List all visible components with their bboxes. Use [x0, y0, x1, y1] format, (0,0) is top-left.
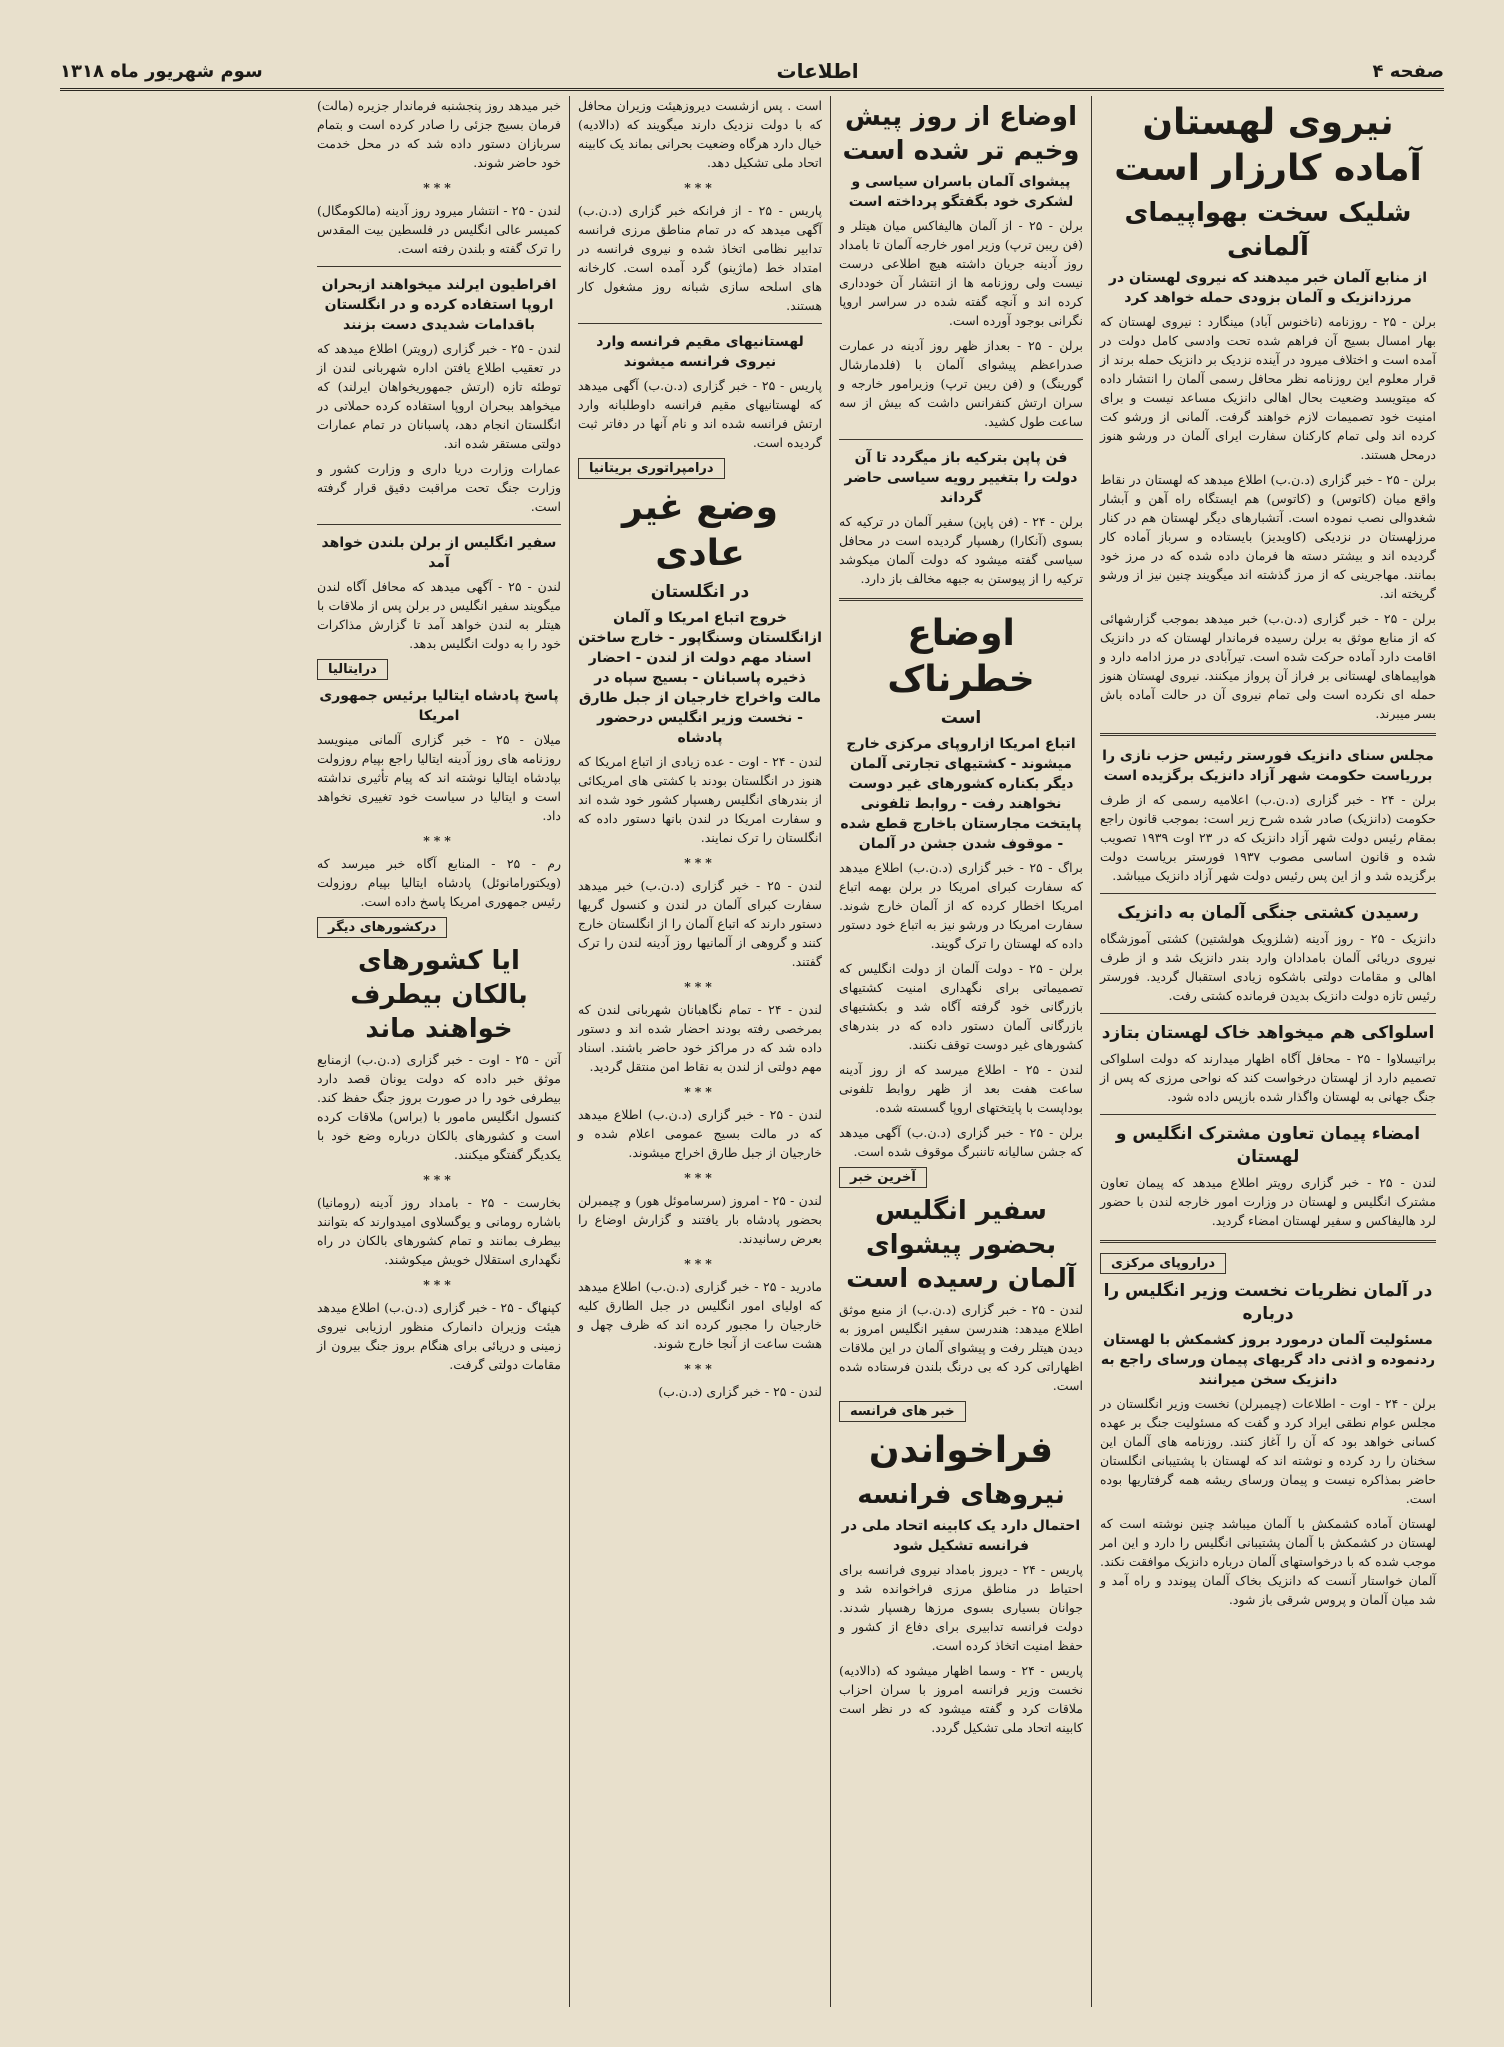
- headline-mobilize-2: نیروهای فرانسه: [857, 1480, 1065, 1510]
- separator-stars: ***: [423, 1277, 455, 1292]
- article-paragraph: برلن - ۲۴ - (فن پاپن) سفیر آلمان در ترکیه که بسوی (آنکارا) رهسپار گردیده است در محافل سیاسی گفته میشود که دولت آلمان میکوشد ترکیه را از پیوستن به جبهه مخالف باز دارد.: [839, 514, 1083, 586]
- divider: [1100, 1114, 1436, 1115]
- deck-abnormal: خروج اتباع امریکا و آلمان ازانگلستان وسنگاپور - خارج ساختن اسناد مهم دولت از لندن - احضار ذخیره پاسبانان - بسیج سپاه در مالت واخراج خارجیان از جبل طارق - نخست وزیر انگلیس درحضور پادشاه: [578, 610, 822, 746]
- deck-dangerous: اتباع امریکا ازاروپای مرکزی خارج میشوند - کشتیهای تجارتی آلمان دیگر بکناره کشورهای غیر دوست نخواهند رفت - روابط تلفونی پایتخت مجارستان باخارج قطع شده - موقوف شدن جشن در آلمان: [840, 736, 1082, 852]
- separator-stars: ***: [423, 833, 455, 848]
- article-paragraph: رم - ۲۵ - المنابع آگاه خبر میرسد که (ویکتورامانوئل) پادشاه ایتالیا بپیام روزولت رئیس جمهوری امریکا پاسخ داده است.: [317, 856, 562, 909]
- deck-germany-views: مسئولیت آلمان درمورد بروز کشمکش با لهستان ردنموده و اذنی داد گریهای پیمان ورسای راجع به دانزیک سخن میرانند: [1100, 1332, 1436, 1388]
- separator-stars: ***: [684, 180, 716, 195]
- article-paragraph: برلن - ۲۵ - روزنامه (ناخنوس آباد) مینگارد : نیروی لهستان که بهار امسال بسیج آن فراهم شده تحت وادسی کامل دولت در آمده است و اختلاف میرود در آینده نزدیک بر دانزیک حمله برند از قرار معلوم این روزنامه نظر محافل رسمی آلمان را انتشار داده که میتویسد وضعیت بحال اهالی دانزیک مساعد نیست و برای امنیت خود تصمیمات لازم خواهند گرفت. آلمانی از ورشو کت کرده اند ولی تمام کارکنان سفارت ایرای آلمان در ورشو هنوز درمحل هستند.: [1100, 314, 1436, 462]
- page-number: صفحه ۴: [1372, 60, 1444, 82]
- article-paragraph: آتن - ۲۵ - اوت - خبر گزاری (د.ن.ب) ازمنابع موثق خبر داده که دولت یونان قصد دارد بیطرفی خود را در صورت بروز جنگ حفظ کند. کنسول انگلیس مامور با (براس) ملاقات کرده است و کشورهای بالکان درباره وضع خود با یکدیگر گفتگو میکنند.: [317, 1052, 561, 1162]
- section-tag-italy: درایتالیا: [317, 659, 388, 680]
- issue-date: سوم شهریور ماه ۱۳۱۸: [60, 60, 263, 82]
- masthead: [60, 54, 1444, 91]
- article-paragraph: است . پس ازشست دیروزهیئت وزیران محافل که با دولت نزدیک دارند میگویند که (دالادیه) خیال دارد هرگاه وضعیت بحرانی بماند یک کابینه اتحاد ملی تشکیل دهد.: [578, 98, 822, 170]
- section-tag-latest: آخرین خبر: [839, 1167, 927, 1188]
- divider: [317, 266, 561, 267]
- divider: [1100, 1240, 1436, 1243]
- article-paragraph: پاریس - ۲۵ - از فرانکه خبر گزاری (د.ن.ب) آگهی میدهد که در تمام مناطق مرزی فرانسه تدابیر نظامی اتخاذ شده و نیروی فرانسه در امتداد خط (ماژینو) گرد آمده است. کارخانه های اسلحه سازی شبانه روز مشغول کار هستند.: [578, 203, 822, 313]
- headline-abnormal: وضع غیر عادی: [622, 487, 778, 574]
- headline-balkans: ایا کشورهای بالکان بیطرف خواهند ماند: [350, 946, 528, 1044]
- headline-von-papen: فن پاپن بترکیه باز میگردد تا آن دولت را بتغییر رویه سیاسی حاضر گرداند: [844, 450, 1078, 506]
- article-paragraph: برلن - ۲۵ - خبر گزاری (د.ن.ب) آگهی میدهد که جشن سالیانه تاننبرگ موقوف شده است.: [839, 1125, 1083, 1159]
- divider: [1100, 1013, 1436, 1014]
- article-paragraph: کپنهاگ - ۲۵ - خبر گزاری (د.ن.ب) اطلاع میدهد هیئت وزیران دانمارک منظور ارزیابی نیروی زمینی و دریائی برای هنگام بروز جنگ بیرون از مقامات دولتی گرفت.: [317, 1300, 561, 1372]
- article-paragraph: برلن - ۲۵ - دولت آلمان از دولت انگلیس که تصمیماتی برای نگهداری امنیت کشتیهای بازرگانی خود گرفته آگاه شد و بکشتیهای بازرگانی آلمان دستور داده که در بندرهای کشورهای غیر دوست توقف نکنند.: [839, 961, 1083, 1052]
- separator-stars: ***: [684, 1084, 716, 1099]
- article-paragraph: لندن - ۲۵ - خبر گزاری (د.ن.ب) از منبع موثق اطلاع میدهد: هندرسن سفیر انگلیس امروز به دیدن هیتلر رفت و پیشوای آلمان در این ملاقات اظهاراتی کرد که بی درنگ بلندن فرستاده شده است.: [839, 1302, 1084, 1393]
- separator-stars: ***: [423, 1172, 455, 1187]
- headline-poland-army: نیروی لهستان آماده کارزار است: [1114, 102, 1422, 189]
- divider: [1100, 893, 1436, 894]
- headline-warship-danzig: رسیدن کشتی جنگی آلمان به دانزیک: [1117, 903, 1419, 923]
- article-paragraph: لندن - ۲۴ - اوت - عده زیادی از اتباع امریکا که هنوز در انگلستان بودند با کشتی های امریکائی از بندرهای انگلیس رهسپار کشور خود شده اند و سفارت امریکا در لندن بانها دستور داده که انگلستان را ترک نمایند.: [578, 754, 822, 845]
- column-2: [830, 96, 1091, 2007]
- article-paragraph: براتیسلاوا - ۲۵ - محافل آگاه اظهار میدارند که دولت اسلواکی تصمیم دارد از لهستان درخواست کند که نواحی مرزی که پس از جنگ جهانی به لهستان واگذار شده بازپس داده شود.: [1100, 1051, 1437, 1104]
- headline-danzig-senate: مجلس سنای دانزیک فورستر رئیس حزب نازی را برریاست حکومت شهر آزاد دانزیک برگزیده است: [1102, 748, 1434, 784]
- article-paragraph: برلن - ۲۵ - از آلمان هالیفاکس میان هیتلر و (فن ریبن ترپ) وزیر امور خارجه آلمان تا بامداد روز آدینه جریان داشته هیچ اطلاعی درست نیست ولی روزنامه ها از انتشار آن خودداری کرده اند و آنچه گفته شده در سراسر اروپا نگرانی بوجود آورده است.: [839, 218, 1083, 328]
- headline-dangerous: اوضاع خطرناک: [887, 613, 1035, 700]
- separator-stars: ***: [684, 1256, 716, 1271]
- deck-poland-army: از منابع آلمان خبر میدهند که نیروی لهستان در مرزدانزیک و آلمان بزودی حمله خواهد کرد: [1108, 270, 1428, 306]
- section-tag-british-empire: درامپراتوری بریتانیا: [578, 458, 725, 479]
- article-paragraph: لندن - ۲۵ - خبر گزاری رویتر اطلاع میدهد که پیمان تعاون مشترک انگلیس و لهستان در وزارت امور خارجه لندن با حضور لرد هالیفاکس و سفیر لهستان امضاء گردید.: [1100, 1175, 1436, 1228]
- deck-mobilize: احتمال دارد یک کابینه اتحاد ملی در فرانسه تشکیل شود: [841, 1518, 1081, 1554]
- headline-pact: امضاء پیمان تعاون مشترک انگلیس و لهستان: [1115, 1124, 1421, 1167]
- article-paragraph: پاریس - ۲۴ - دیروز بامداد نیروی فرانسه برای احتیاط در مناطق مرزی فراخوانده شد و جوانان بسیاری بسوی مرزها رهسپار شدند. دولت فرانسه تدابیری برای دفاع از کشور و حفظ امنیت اتخاذ کرده است.: [839, 1562, 1083, 1653]
- article-paragraph: پاریس - ۲۵ - خبر گزاری (د.ن.ب) آگهی میدهد که لهستانیهای مقیم فرانسه داوطلبانه وارد ارتش فرانسه شده اند و نام آنها در دفاتر ثبت گردیده است.: [578, 378, 822, 450]
- deck-worsening: پیشوای آلمان باسران سیاسی و لشکری خود بگفتگو پرداخته است: [848, 174, 1074, 210]
- article-paragraph: میلان - ۲۵ - خبر گزاری آلمانی مینویسد روزنامه های روز آدینه ایتالیا راجع بپیام روزولت بپادشاه ایتالیا نوشته اند که پیام تأثیری نداشته است و ایتالیا در سیاست خود تغییری نخواهد داد.: [317, 732, 561, 823]
- article-paragraph: لندن - ۲۵ - خبر گزاری (د.ن.ب) اطلاع میدهد که در مالت بسیج عمومی اعلام شده و خارجیان از جبل طارق اخراج میشوند.: [578, 1107, 822, 1160]
- divider: [578, 323, 822, 324]
- article-paragraph: لندن - ۲۵ - خبر گزاری (رویتر) اطلاع میدهد که در تعقیب اطلاع یافتن اداره شهربانی لندن از توطئه تازه (ارتش جمهوریخواهان ایرلند) که میخواهد ببحران اروپا استفاده کرده حملاتی در انگلستان انجام دهد، پاسبانان در تمام عمارات دولتی مستقر شده اند.: [317, 341, 561, 451]
- separator-stars: ***: [684, 1170, 716, 1185]
- separator-stars: ***: [684, 855, 716, 870]
- section-tag-france: خبر های فرانسه: [839, 1401, 966, 1422]
- article-paragraph: بخارست - ۲۵ - بامداد روز آدینه (رومانیا) باشاره رومانی و یوگسلاوی امیدوارند که بتوانند بیطرف بمانند و تمام کشورهای بالکان در راه نگهداری استقلال خویش میکوشند.: [317, 1195, 561, 1267]
- headline-poles-france: لهستانیهای مقیم فرانسه وارد نیروی فرانسه میشوند: [596, 334, 804, 370]
- article-paragraph: لهستان آماده کشمکش با آلمان میباشد چنین نوشته است که لهستان در کشمکش با آلمان پشتیبانی انگلیس را دارد و این امر موجب شده که با درخواستهای آلمان درباره دانزیک موافقت نکند. آلمان خواستار آنست که دانزیک بخاک آلمان پیوندد و راه آمد و شد میان آلمان و پروس شرقی باز شود.: [1100, 1516, 1436, 1607]
- divider: [1100, 733, 1436, 736]
- divider: [839, 439, 1083, 440]
- divider: [317, 524, 561, 525]
- columns: [60, 96, 1444, 2007]
- article-paragraph: لندن - ۲۵ - انتشار میرود روز آدینه (مالکومگال) کمیسر عالی انگلیس در فلسطین بیت المقدس را ترک گفته و بلندن رفته است.: [317, 203, 561, 256]
- article-paragraph: براگ - ۲۵ - خبر گزاری (د.ن.ب) اطلاع میدهد که سفارت کبرای امریکا در برلن بهمه اتباع امریکا اخطار کرده که از آلمان خارج شوند. سفارت امریکا در ورشو نیز به اتباع خود دستور داده که لهستان را ترک گویند.: [839, 860, 1083, 951]
- article-paragraph: لندن - ۲۵ - امروز (سرساموئل هور) و چیمبرلن بحضور پادشاه بار یافتند و گزارش اوضاع را بعرض رسانیدند.: [578, 1193, 822, 1246]
- article-paragraph: برلن - ۲۴ - خبر گزاری (د.ن.ب) اعلامیه رسمی که از طرف حکومت (دانزیک) صادر شده شرح زیر است: بموجب قانون راجع بمقام رئیس دولت شهر آزاد دانزیک که در ۲۳ اوت ۱۹۳۹ تصویب شده و قانون اساسی مصوب ۱۹۳۷ فورستر بریاست دولت برگزیده شد و از این پس رئیس دولت شهر آزاد دانزیک میباشد.: [1100, 792, 1437, 883]
- divider: [839, 598, 1083, 601]
- headline-abnormal-2: در انگلستان: [650, 582, 750, 602]
- article-paragraph: برلن - ۲۵ - بعداز ظهر روز آدینه در عمارت صدراعظم پیشوای آلمان با (فلدمارشال گورینگ) و (فن ریبن ترپ) وزیرامور خارجه و سران ارتش کنفرانس داشت که بیش از سه ساعت طول کشید.: [839, 338, 1083, 429]
- article-paragraph: لندن - ۲۵ - اطلاع میرسد که از روز آدینه ساعت هفت بعد از ظهر روابط تلفونی بوداپست با پایتختهای اروپا گسسته شده.: [839, 1062, 1083, 1115]
- article-paragraph: پاریس - ۲۴ - وسما اظهار میشود که (دالادیه) نخست وزیر فرانسه امروز با سران احزاب ملاقات کرد و گفته میشود که در نظر است کابینه اتحاد ملی تشکیل گردد.: [839, 1663, 1083, 1735]
- headline-mobilize: فراخواندن: [868, 1430, 1054, 1471]
- headline-italy-reply: پاسخ پادشاه ایتالیا برئیس جمهوری امریکا: [319, 688, 559, 724]
- article-paragraph: برلن - ۲۴ - اوت - اطلاعات (چیمبرلن) نخست وزیر انگلستان در مجلس عوام نطقی ایراد کرد و گفت که مسئولیت جنگ بر عهده کسانی خواهد بود که آن را آغاز کنند. روزنامه های آلمان این سخنان را رد کرده و نوشته اند که لهستان با پشتیبانی انگلستان حاضر بمذاکره نیست و پیمان ورسای ریشه همه گرفتاریها بوده است.: [1100, 1396, 1436, 1506]
- headline-germany-views: در آلمان نظریات نخست وزیر انگلیس را درباره: [1103, 1281, 1433, 1324]
- article-paragraph: دانزیک - ۲۵ - روز آدینه (شلزویک هولشتین) کشتی آموزشگاه نیروی دریائی آلمان بامدادان وارد بندر دانزیک شد و از طرف اهالی و مقامات دولتی باشکوه زیادی استقبال گردید. فورستر رئیس تازه دولت دانزیک بدیدن فرمانده کشتی رفت.: [1100, 931, 1436, 1003]
- article-paragraph: مادرید - ۲۵ - خبر گزاری (د.ن.ب) اطلاع میدهد که اولیای امور انگلیس در جبل الطارق کلیه خارجیان را مجبور کرده اند که ظرف چهل و هشت ساعت از آنجا خارج شوند.: [578, 1279, 822, 1351]
- column-3: [569, 96, 830, 2007]
- headline-worsening: اوضاع از روز پیش وخیم تر شده است: [842, 102, 1080, 166]
- column-4: [309, 96, 569, 2007]
- column-1: [1091, 96, 1444, 2007]
- article-paragraph: برلن - ۲۵ - خبر گزاری (د.ن.ب) خبر میدهد بموجب گزارشهائی که از منابع موثق به برلن رسیده فرماندار لهستان که در دانزیک اقامت دارد آماده حرکت شده است. تیرآبادی در مرز ادامه دارد و هواپیماهای لهستانی بر فراز آن پرواز میکنند. نیروی لهستان هنوز حمله ای نکرده است ولی تمام نیروی آن در حالت آماده باش بسر میبرند.: [1100, 611, 1436, 721]
- article-paragraph: عمارات وزارت دریا داری و وزارت کشور و وزارت جنگ تحت مراقبت دقیق قرار گرفته است.: [317, 461, 561, 514]
- paper-name: اطلاعات: [776, 59, 859, 83]
- headline-dangerous-2: است: [940, 708, 982, 728]
- headline-ambassador: سفیر انگلیس بحضور پیشوای آلمان رسیده است: [846, 1196, 1076, 1294]
- section-tag-other-countries: درکشورهای دیگر: [317, 917, 447, 938]
- separator-stars: ***: [684, 979, 716, 994]
- headline-slovakia: اسلواکی هم میخواهد خاک لهستان بتازد: [1101, 1023, 1435, 1043]
- article-paragraph: لندن - ۲۴ - تمام نگاهبانان شهربانی لندن که بمرخصی رفته بودند احضار شده اند و دستور داده شد که در مراکز خود حاضر باشند. اسناد مهم دولتی از لندن به نقاط امن منتقل گردید.: [578, 1002, 822, 1074]
- separator-stars: ***: [423, 180, 455, 195]
- section-tag-central-europe: دراروپای مرکزی: [1100, 1253, 1226, 1274]
- article-paragraph: لندن - ۲۵ - خبر گزاری (د.ن.ب) خبر میدهد سفارت کبرای آلمان در لندن و کنسول گریها دستور دارند که اتباع آلمان را از انگلستان خارج کنند و گروهی از آلمانیها روز آدینه لندن را ترک گفتند.: [578, 878, 822, 969]
- headline-ambassador-london: سفیر انگلیس از برلن بلندن خواهد آمد: [321, 535, 557, 571]
- subhead-poland-army: شلیک سخت بهواپیمای آلمانی: [1124, 198, 1412, 262]
- headline-ireland: افراطیون ایرلند میخواهند ازبحران اروپا استفاده کرده و در انگلستان باقدامات شدیدی دست بزنند: [321, 277, 557, 333]
- article-paragraph: لندن - ۲۵ - آگهی میدهد که محافل آگاه لندن میگویند سفیر انگلیس در برلن پس از ملاقات با هیتلر به لندن خواهد آمد تا گزارش مذاکرات خود را به دولت انگلیس بدهد.: [317, 579, 561, 651]
- article-paragraph: خبر میدهد روز پنجشنبه فرماندار جزیره (مالت) فرمان بسیج جزئی را صادر کرده است و بتمام سربازان دستور داده شد که در محل خدمت خود حاضر شوند.: [317, 98, 561, 170]
- separator-stars: ***: [684, 1361, 716, 1376]
- article-paragraph: برلن - ۲۵ - خبر گزاری (د.ن.ب) اطلاع میدهد که لهستان در نقاط واقع میان (کاتوس) و (کاتوس) هم ایستگاه راه آهن و آبشار شغدوالی نصب نموده است. آتشبارهای دیگر لهستان هم در کنار مرزلهستان در نزدیکی (کاویدیز) بایستاده و سرباز آماده کار گردیده اند و بیشتر دسته ها فرمان داده شده که در مرز خود بمانند. مهاجرینی که از مرز گذشته اند میگویند چنین نیز از ورشو گریخته اند.: [1100, 472, 1436, 601]
- article-paragraph: لندن - ۲۵ - خبر گزاری (د.ن.ب): [658, 1384, 822, 1399]
